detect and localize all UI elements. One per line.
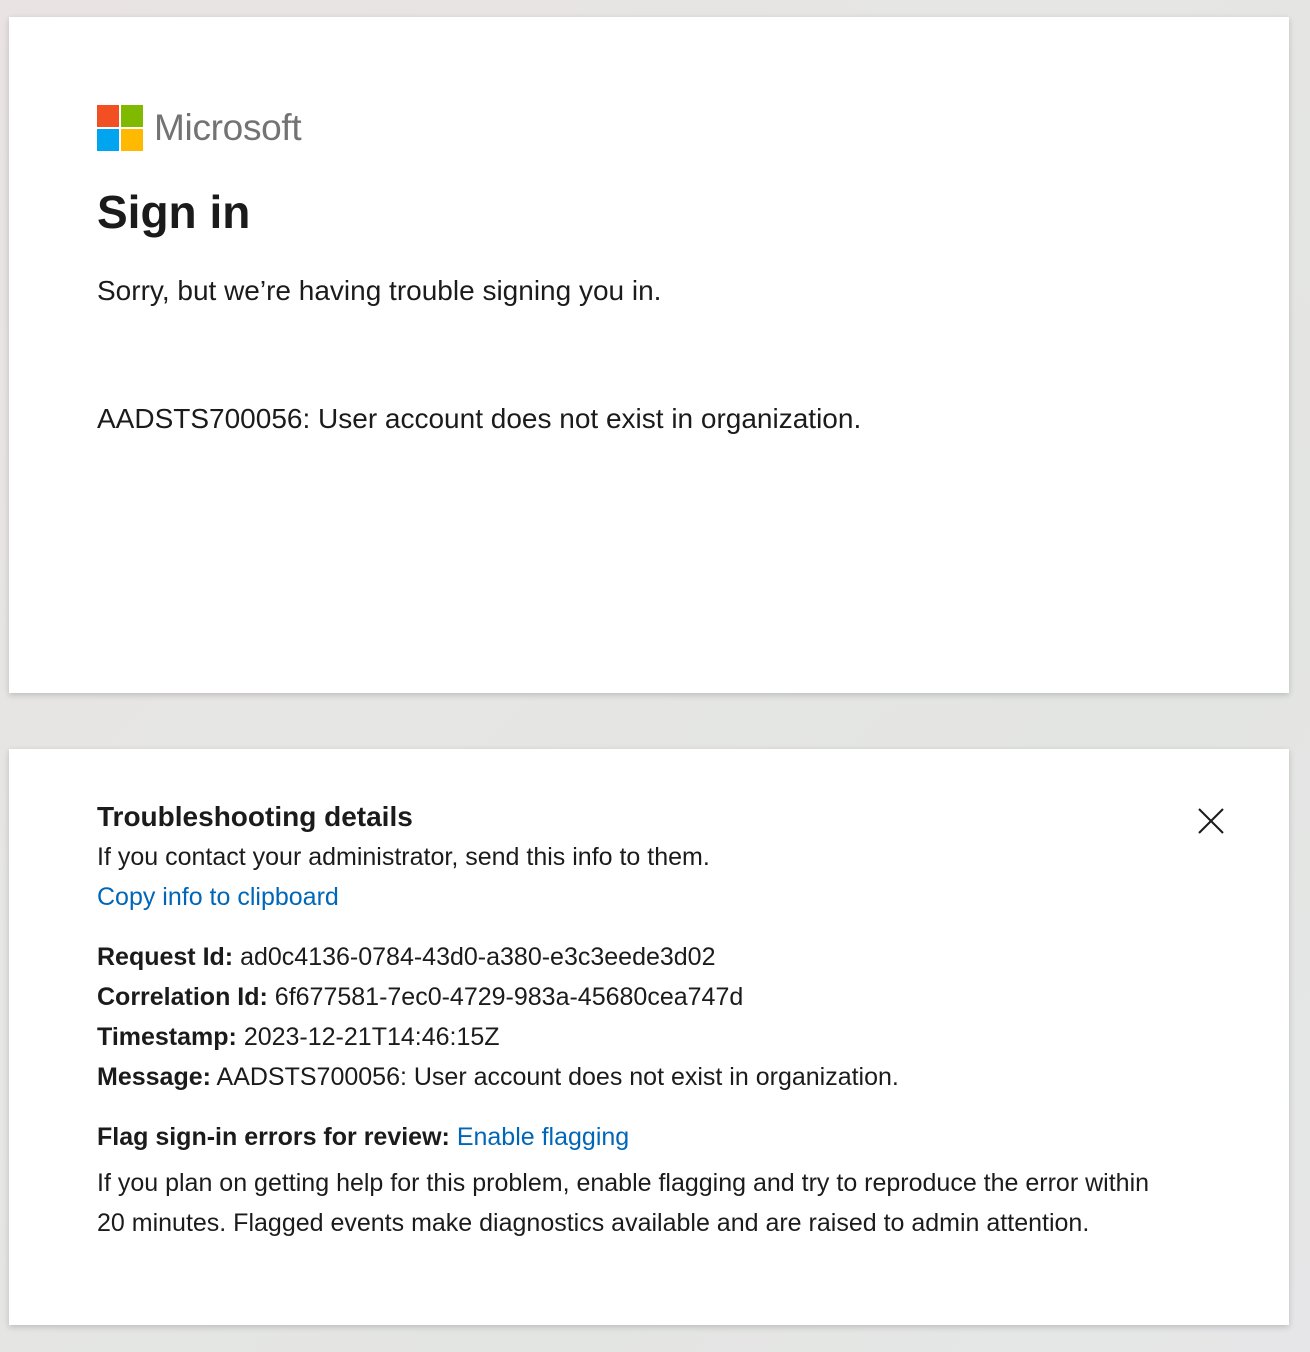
logo-square-yellow [121,129,143,151]
flag-description: If you plan on getting help for this problem, enable flagging and try to reproduce the error within 20 minutes. Flagged events make diagnostics available and are raised to admin attention. [97,1169,1150,1237]
message-row [97,1063,899,1092]
logo-square-green [121,105,143,127]
logo-square-blue [97,129,119,151]
logo-text: Microsoft [154,107,302,148]
troubleshooting-card [9,749,1289,1325]
request-id-row [97,943,716,972]
close-button[interactable] [1195,805,1227,837]
error-description: Sorry, but we’re having trouble signing you in. [97,275,662,306]
microsoft-logo-icon [97,105,143,151]
signin-card [9,17,1289,693]
troubleshooting-subtitle: If you contact your administrator, send this info to them. [97,843,710,871]
flag-row [97,1123,629,1152]
page-title: Sign in [97,186,251,238]
timestamp-value: 2023-12-21T14:46:15Z [243,1023,500,1051]
correlation-id-value: 6f677581-7ec0-4729-983a-45680cea747d [274,983,744,1011]
timestamp-row [97,1023,500,1052]
request-id-value: ad0c4136-0784-43d0-a380-e3c3eede3d02 [240,943,716,971]
logo-square-red [97,105,119,127]
copy-info-link[interactable]: Copy info to clipboard [97,883,339,911]
troubleshooting-heading: Troubleshooting details [97,801,413,832]
enable-flagging-link[interactable]: Enable flagging [456,1123,630,1151]
request-id-label: Request Id: [97,943,234,971]
message-label: Message: [97,1063,211,1091]
message-value: AADSTS700056: User account does not exist in organization. [216,1063,899,1091]
error-code-message: AADSTS700056: User account does not exist in organization. [97,403,862,434]
close-icon [1195,805,1227,837]
microsoft-logo [97,105,301,151]
flag-label: Flag sign-in errors for review: [97,1123,450,1151]
correlation-id-row [97,983,743,1012]
correlation-id-label: Correlation Id: [97,983,268,1011]
timestamp-label: Timestamp: [97,1023,237,1051]
